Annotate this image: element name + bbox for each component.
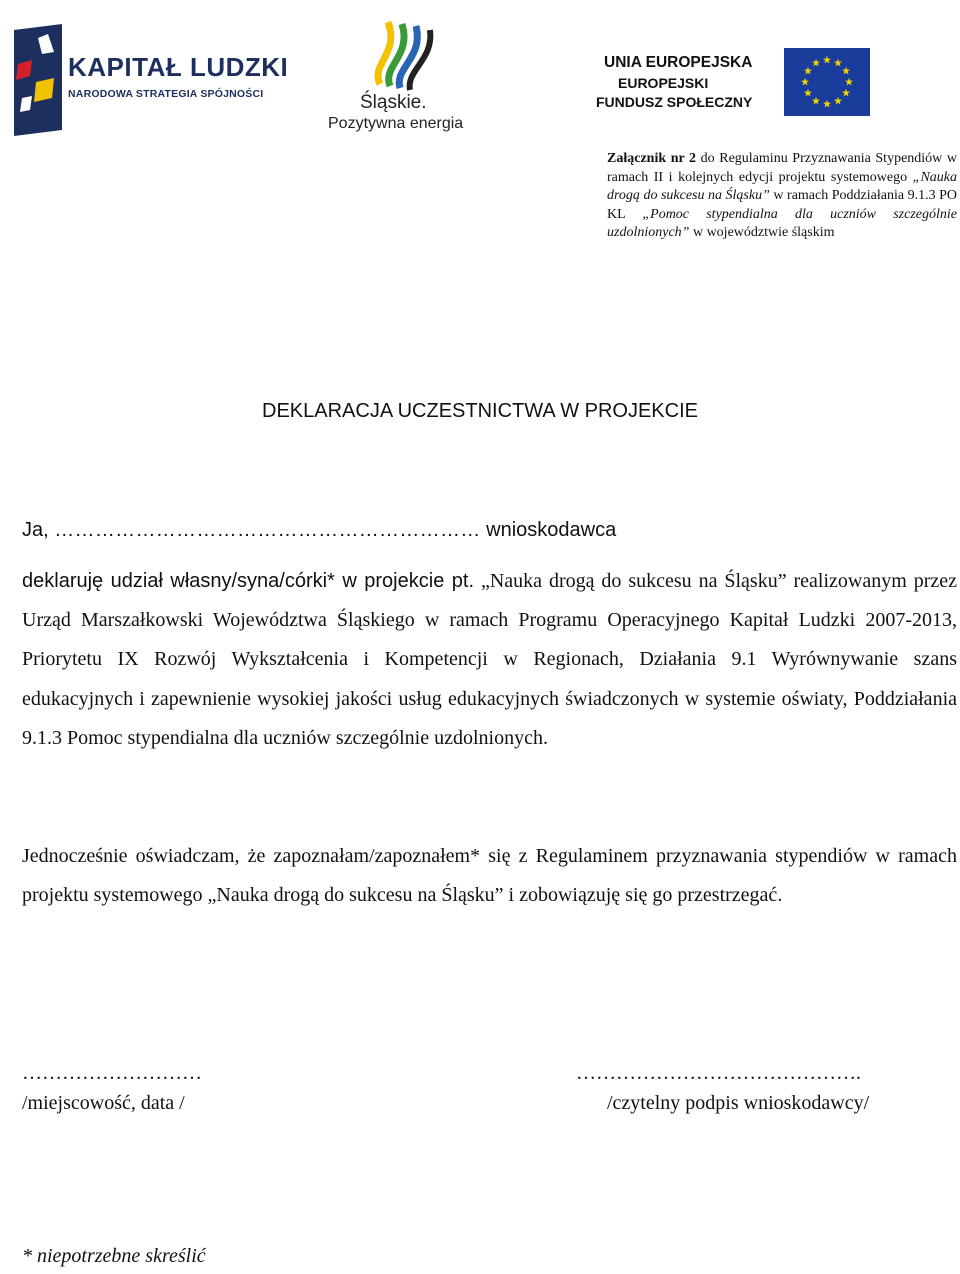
document-title: DEKLARACJA UCZESTNICTWA W PROJEKCIE: [262, 400, 698, 422]
footnote: * niepotrzebne skreślić: [22, 1245, 206, 1267]
kapital-ludzki-emblem-icon: [8, 24, 68, 136]
annex-text-2: w ramach Poddziałania 9.1.3 PO KL: [607, 188, 957, 222]
declarant-name-field[interactable]: ………………………………………………………: [54, 519, 481, 541]
declarant-line: [22, 519, 616, 542]
slaskie-tagline: Pozytywna energia: [328, 115, 464, 132]
place-date-label: /miejscowość, data /: [22, 1092, 185, 1114]
declarant-suffix: wnioskodawca: [486, 519, 617, 541]
eu-logo: [588, 44, 878, 124]
annex-label: Załącznik nr 2: [607, 151, 697, 166]
declaration-sans-part: deklaruję udział własny/syna/córki* w projekcie pt.: [22, 570, 475, 592]
slaskie-wave-icon: [340, 14, 450, 94]
annex-text-3: w województwie śląskim: [689, 225, 835, 241]
annex-header: [607, 150, 957, 243]
slaskie-name: Śląskie.: [360, 92, 427, 113]
signature-label: /czytelny podpis wnioskodawcy/: [607, 1092, 870, 1114]
eu-line-1: UNIA EUROPEJSKA: [604, 54, 753, 71]
eu-flag-icon: [784, 48, 870, 116]
signature-field[interactable]: …………………………………….: [576, 1062, 861, 1084]
declaration-paragraph: [22, 562, 957, 758]
declarant-prefix: Ja,: [22, 519, 49, 541]
declaration-serif-part: „Nauka drogą do sukcesu na Śląsku” realizowanym przez Urząd Marszałkowski Województwa Śląskiego w ramach Programu Operacyjnego Kapitał Ludzki 2007-2013, Priorytetu IX Rozwój Wykształcenia i Kompetencji w Regionach, Działania 9.1 Wyrównywanie szans edukacyjnych i zapewnienie wysokiej jakości usług edukacyjnych świadczonych w systemie oświaty, Poddziałania 9.1.3 Pomoc stypendialna dla uczniów szczególnie uzdolnionych.: [22, 570, 957, 749]
annex-text-1: do Regulaminu Przyznawania Stypendiów w ramach II i kolejnych edycji projektu systemowego: [607, 151, 957, 185]
annex-project-name: „Nauka drogą do sukcesu na Śląsku”: [607, 169, 957, 204]
slaskie-logo: [322, 14, 462, 142]
statement-paragraph: Jednocześnie oświadczam, że zapoznałam/zapoznałem* się z Regulaminem przyznawania stypendiów w ramach projektu systemowego „Nauka drogą do sukcesu na Śląsku” i zobowiązuję się go przestrzegać.: [22, 845, 957, 907]
eu-line-2: EUROPEJSKI: [618, 75, 709, 91]
kapital-ludzki-logo: [8, 24, 289, 136]
kapital-ludzki-tagline: NARODOWA STRATEGIA SPÓJNOŚCI: [68, 88, 264, 100]
place-date-field[interactable]: ………………………: [22, 1062, 202, 1084]
kapital-ludzki-name: KAPITAŁ LUDZKI: [68, 52, 289, 82]
eu-line-3: FUNDUSZ SPOŁECZNY: [596, 94, 753, 110]
annex-program-name: „Pomoc stypendialna dla uczniów szczególnie uzdolnionych”: [607, 206, 957, 241]
